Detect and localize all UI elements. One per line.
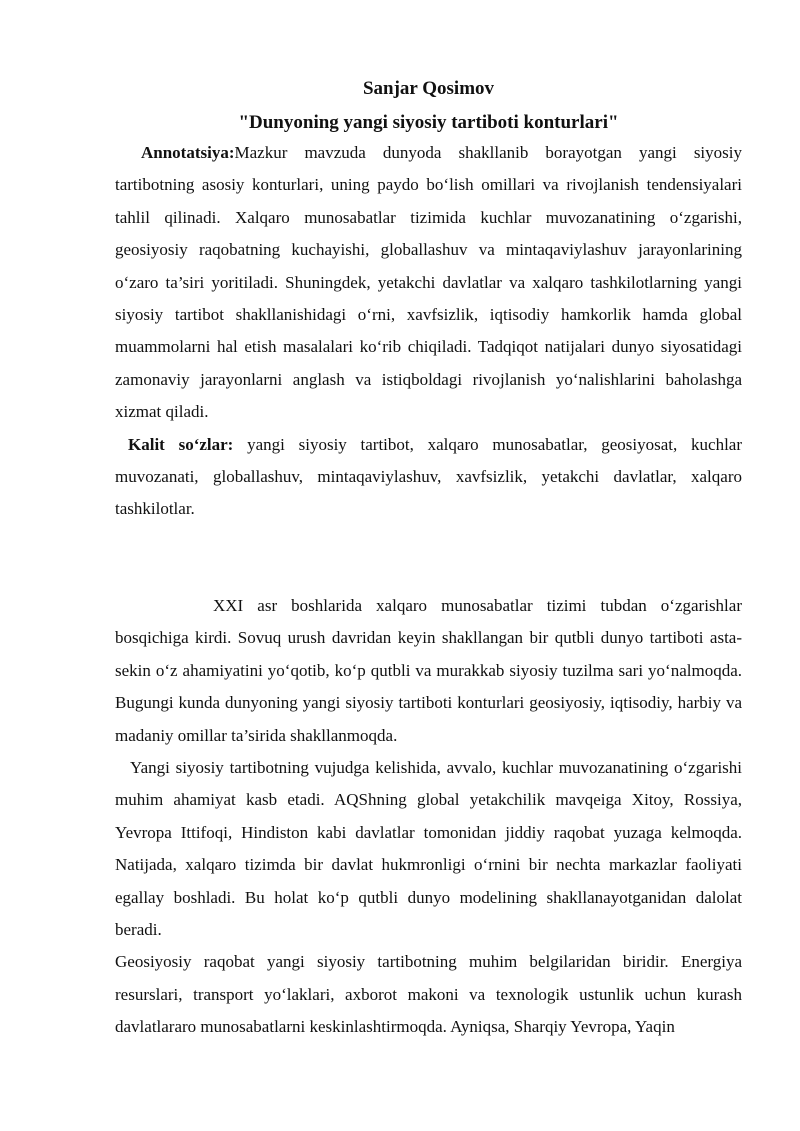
abstract-text: Mazkur mavzuda dunyoda shakllanib borayotgan yangi siyosiy tartibotning asosiy konturlari, uning paydo bo‘lish omillari va rivojlanish tendensiyalari tahlil qilinadi. Xalqaro munosabatlar tizimida kuchlar muvozanatining o‘zgarishi, geosiyosiy raqobatning kuchayishi, globallashuv va mintaqaviylashuv jarayonlarining o‘zaro ta’siri yoritiladi. Shuningdek, yetakchi davlatlar va xalqaro tashkilotlarning yangi siyosiy tartibot shakllanishidagi o‘rni, xavfsizlik, iqtisodiy hamkorlik hamda global muammolarni hal etish masalalari ko‘rib chiqiladi. Tadqiqot natijalari dunyo siyosatidagi zamonaviy jarayonlarni anglash va istiqboldagi rivojlanish yo‘nalishlarini baholashga xizmat qiladi. [115, 143, 742, 422]
abstract-label: Annotatsiya: [141, 143, 235, 162]
keywords-text: yangi siyosiy tartibot, xalqaro munosabatlar, geosiyosat, kuchlar muvozanati, globallashuv, mintaqaviylashuv, xavfsizlik, yetakchi davlatlar, xalqaro tashkilotlar. [115, 434, 742, 519]
body-paragraph-1: XXI asr boshlarida xalqaro munosabatlar tizimi tubdan o‘zgarishlar bosqichiga kirdi. Sovuq urush davridan keyin shakllangan bir qutbli dunyo tartiboti asta-sekin o‘z ahamiyatini yo‘qotib, ko‘p qutbli va murakkab siyosiy tuzilma sari yo‘nalmoqda. Bugungi kunda dunyoning yangi siyosiy tartiboti konturlari geosiyosiy, iqtisodiy, harbiy va madaniy omillar ta’sirida shakllanmoqda. [115, 595, 742, 745]
keywords-label: Kalit so‘zlar: [128, 434, 234, 454]
keywords-paragraph [115, 429, 742, 526]
section-spacer [115, 526, 742, 590]
body-paragraph-2: Yangi siyosiy tartibotning vujudga kelishida, avvalo, kuchlar muvozanatining o‘zgarishi muhim ahamiyat kasb etadi. AQShning global yetakchilik mavqeiga Xitoy, Rossiya, Yevropa Ittifoqi, Hindiston kabi davlatlar tomonidan jiddiy raqobat yuzaga kelmoqda. Natijada, xalqaro tizimda bir davlat hukmronligi o‘rnini bir nechta markazlar faoliyati egallay boshladi. Bu holat ko‘p qutbli dunyo modelining shakllanayotganidan dalolat beradi. [115, 757, 742, 939]
document-title: "Dunyoning yangi siyosiy tartiboti konturlari" [238, 112, 619, 133]
document-page [115, 78, 742, 1044]
author-name: Sanjar Qosimov [362, 78, 495, 99]
abstract-paragraph [115, 137, 742, 429]
body-paragraph-3: Geosiyosiy raqobat yangi siyosiy tartibotning muhim belgilaridan biridir. Energiya resurslari, transport yo‘laklari, axborot makoni va texnologik ustunlik uchun kurash davlatlararo munosabatlarni keskinlashtirmoqda. Ayniqsa, Sharqiy Yevropa, Yaqin [115, 952, 742, 1037]
